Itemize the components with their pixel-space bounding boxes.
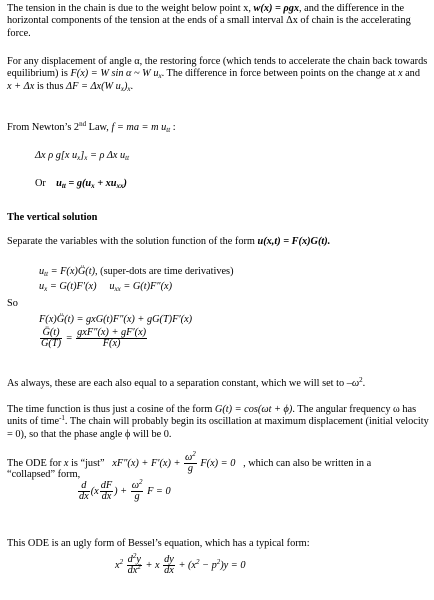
fraction xyxy=(78,481,90,502)
section-heading: The vertical solution xyxy=(7,212,98,223)
paragraph-bessel: This ODE is an ugly form of Bessel’s equation, which has a typical form: xyxy=(7,538,310,549)
eq-part: u xyxy=(39,266,45,277)
var-x: x xyxy=(63,457,69,469)
subscript: tt xyxy=(61,182,66,190)
text: , and the difference in the horizontal components of the tension at the ends of a small interval Δx of chain is the accelerating force. xyxy=(7,3,411,39)
eq-line: F(x)G̈(t) = gxG(t)F″(x) + gG(T)F′(x) xyxy=(39,314,193,325)
text: From Newton’s 2 xyxy=(7,122,80,133)
eq-part: = F(x)G̈(t) xyxy=(50,266,96,277)
eq-part: ω xyxy=(131,480,139,491)
separation-form: u(x,t) = F(x)G(t). xyxy=(257,236,331,247)
text: is thus xyxy=(36,80,64,92)
denominator: F(x) xyxy=(102,338,121,350)
subscript: tt xyxy=(166,126,171,134)
denominator: g xyxy=(134,491,140,502)
denominator: dx xyxy=(79,491,89,502)
eq-part: xF″(x) + F′(x) + xyxy=(112,457,181,469)
equation-bessel xyxy=(115,552,434,576)
var-x: x xyxy=(397,68,403,80)
subscript: x xyxy=(44,285,48,294)
or-label: Or xyxy=(35,178,46,189)
paragraph-ode-cont: “collapsed” form, xyxy=(7,469,81,480)
formula-text: ) xyxy=(123,80,128,92)
superscript: nd xyxy=(79,120,87,128)
eq-part: )y = 0 xyxy=(220,559,246,571)
text: and xyxy=(405,68,420,80)
fraction xyxy=(76,328,147,349)
text: : xyxy=(172,122,176,133)
text: . The difference in force between points on the change at xyxy=(161,68,396,80)
superscript: 2 xyxy=(138,478,143,486)
eq-comment: , (super-dots are time derivatives) xyxy=(95,266,234,277)
eq-part: + xu xyxy=(97,178,117,189)
eq-part: Δx ρ g[x u xyxy=(35,150,78,161)
eq-part: x xyxy=(115,559,120,571)
text: is “just” xyxy=(71,457,105,469)
paragraph-separation xyxy=(7,236,429,248)
eq-part: − p xyxy=(202,559,217,571)
text: , which can also be written in a xyxy=(243,457,372,469)
fraction xyxy=(100,481,113,502)
delta-force-formula xyxy=(66,81,130,92)
eq-part: ) + xyxy=(114,485,128,497)
equation-collapsed xyxy=(77,478,434,502)
eq-part: ] xyxy=(80,150,85,161)
subscript: x xyxy=(84,154,88,162)
fraction xyxy=(163,555,175,576)
superscript: 2 xyxy=(119,557,124,566)
subscript: x xyxy=(127,84,131,93)
text: . The angular frequency ω has units of time xyxy=(7,404,417,428)
denominator xyxy=(127,563,142,576)
eq-part: = g(u xyxy=(68,178,92,189)
so-label: So xyxy=(7,298,18,309)
restoring-force-formula xyxy=(71,68,162,79)
fraction xyxy=(127,552,142,576)
denominator: g xyxy=(187,463,193,474)
eq-part: dx xyxy=(127,565,138,576)
eq-part: u xyxy=(56,178,62,189)
eq-part: = G(t)F″(x) xyxy=(123,281,173,293)
equation-force-balance xyxy=(35,150,434,162)
superscript: 2 xyxy=(195,557,200,566)
subscript: xx xyxy=(114,285,121,294)
eq-part: u xyxy=(109,281,115,293)
eq-part: = xyxy=(65,333,73,345)
numerator: gxF″(x) + gF′(x) xyxy=(77,327,147,339)
fraction xyxy=(40,328,62,349)
formula-text: f = ma = m u xyxy=(111,122,167,133)
equation-derivatives xyxy=(39,266,434,294)
subscript: tt xyxy=(44,270,49,278)
numerator: G̈(t) xyxy=(40,328,62,339)
text: As always, these are each also equal to a separation constant, which we will set to xyxy=(7,378,345,389)
subscript: x xyxy=(77,154,81,162)
text: The ODE for xyxy=(7,457,62,469)
paragraph-tension xyxy=(7,3,429,40)
eq-line xyxy=(39,328,434,349)
equation-separated xyxy=(39,314,434,349)
eq-part: F(x) = 0 xyxy=(200,457,236,469)
subscript: x xyxy=(120,84,124,93)
numerator: d xyxy=(78,481,90,492)
text: . xyxy=(362,378,366,389)
superscript: 2 xyxy=(192,450,196,458)
text: The time function is thus just a cosine of the form xyxy=(7,404,213,415)
paragraph-newton xyxy=(7,122,429,134)
paragraph-restoring-force xyxy=(7,56,429,93)
eq-line xyxy=(39,266,434,278)
wave-equation xyxy=(56,178,127,189)
text: For any displacement of angle α, the restoring force (which tends to accelerate the chain back towards equilibrium) is xyxy=(7,56,428,80)
eq-part: u xyxy=(39,281,45,293)
eq-part: + (x xyxy=(178,559,196,571)
eq-part: = ρ Δx u xyxy=(89,150,126,161)
denominator: G(T) xyxy=(41,338,62,350)
superscript: 2 xyxy=(137,563,141,571)
eq-part: y xyxy=(136,554,141,565)
weight-formula: w(x) = ρgx xyxy=(253,3,300,14)
eq-part: –ω xyxy=(346,378,360,389)
paragraph-separation-constant xyxy=(7,378,429,390)
subscript: xx xyxy=(116,182,124,190)
eq-line xyxy=(39,281,434,293)
numerator: dF xyxy=(100,480,113,491)
eq-part: = G(t)F′(x) xyxy=(49,281,97,293)
eq-part: (x xyxy=(90,485,99,497)
subscript: x xyxy=(91,182,95,190)
formula-text: ΔF = Δx(W u xyxy=(66,80,121,92)
text: Separate the variables with the solution function of the form xyxy=(7,236,255,247)
eq-part: ω xyxy=(185,452,193,463)
denominator: dx xyxy=(101,491,112,502)
text: Law, xyxy=(88,122,109,133)
formula-text: F(x) = W sin α ~ W u xyxy=(70,68,159,80)
cosine-formula: G(t) = cos(ωt + ϕ) xyxy=(214,404,293,415)
newton-formula xyxy=(111,122,170,133)
var-x-plus-dx: x + Δx xyxy=(7,80,35,92)
text: . xyxy=(130,80,134,92)
eq-part: F = 0 xyxy=(147,485,171,497)
eq-part: d xyxy=(127,554,133,565)
subscript: tt xyxy=(125,154,130,162)
superscript: 2 xyxy=(359,376,363,384)
fraction xyxy=(131,478,144,502)
paragraph-time-function xyxy=(7,404,429,441)
superscript: -1 xyxy=(59,414,65,423)
eq-part: ) xyxy=(123,178,127,189)
numerator: dy xyxy=(164,554,174,565)
denominator: dx xyxy=(164,565,174,576)
text: . The chain will probably begin its oscillation at maximum displacement (initial velocity = 0), so that the phase angle ϕ will be 0. xyxy=(7,416,429,440)
subscript: x xyxy=(158,72,162,81)
superscript: 2 xyxy=(132,552,137,560)
eq-part: + x xyxy=(145,559,160,571)
equation-wave xyxy=(35,178,434,190)
superscript: 2 xyxy=(216,557,221,566)
text: The tension in the chain is due to the weight below point x, xyxy=(7,3,251,14)
